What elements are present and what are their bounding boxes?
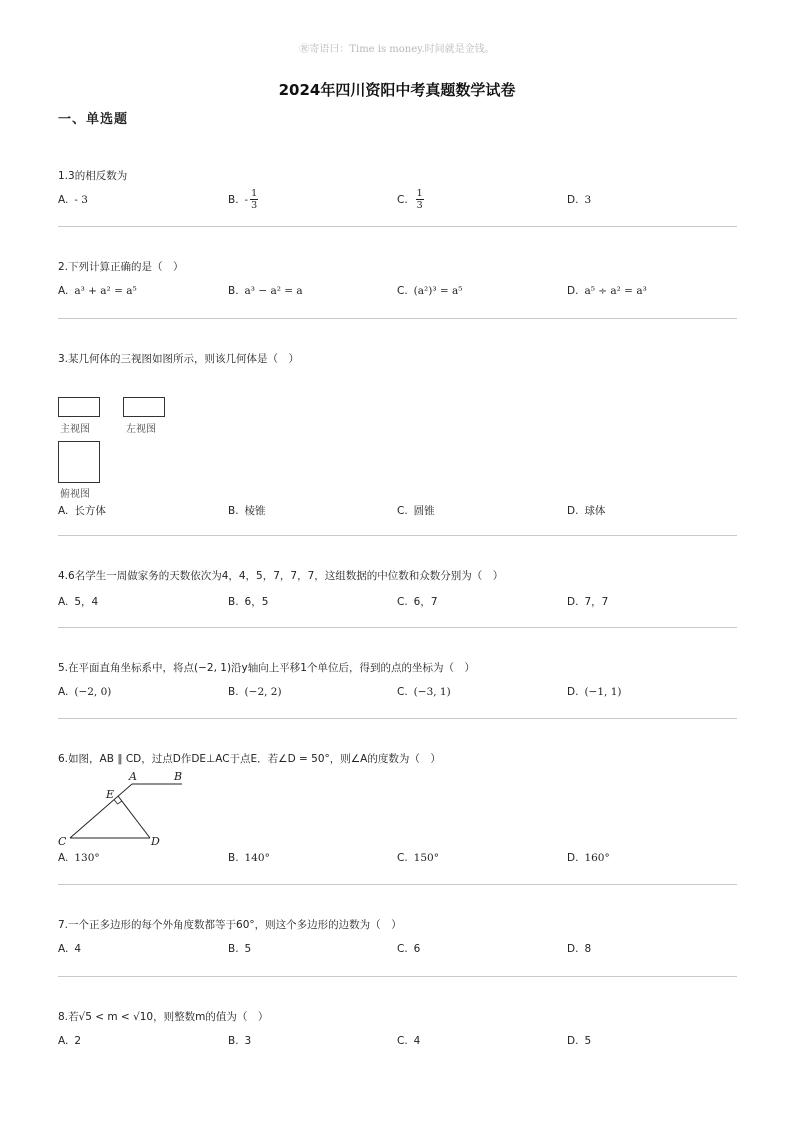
question-5	[58, 660, 738, 708]
section-heading: 一、单选题	[58, 112, 129, 127]
top-view-label: 俯视图	[60, 489, 90, 500]
option-b[interactable]: B. 140°	[228, 852, 270, 864]
option-row	[58, 503, 738, 525]
option-row	[58, 686, 738, 708]
point-label-a: A	[129, 770, 137, 783]
divider	[58, 318, 737, 319]
option-row	[58, 1035, 738, 1057]
question-1	[58, 168, 738, 216]
option-row	[58, 943, 738, 965]
question-8	[58, 1009, 738, 1057]
option-d[interactable]: D. a⁵ ÷ a² = a³	[567, 285, 647, 297]
option-d[interactable]: D. 8	[567, 943, 592, 955]
question-3-options	[58, 503, 738, 525]
front-view-label: 主视图	[60, 424, 90, 435]
question-stem: 1.3的相反数为	[58, 170, 128, 182]
option-c[interactable]: C. 150°	[397, 852, 439, 864]
question-stem: 4.6名学生一周做家务的天数依次为4，4，5，7，7，7，这组数据的中位数和众数分别为（ ）	[58, 570, 504, 582]
option-b[interactable]: B. a³ − a² = a	[228, 285, 303, 297]
geometry-figure	[52, 768, 192, 848]
divider	[58, 718, 737, 719]
option-b[interactable]: B. 6，5	[228, 595, 269, 608]
fraction: $\frac{1}{3}$	[251, 188, 258, 211]
option-b[interactable]: B. 5	[228, 943, 252, 955]
option-d[interactable]: D. 5	[567, 1035, 592, 1047]
question-6-options	[58, 852, 738, 874]
left-view-label: 左视图	[126, 424, 156, 435]
option-d[interactable]: D. 160°	[567, 852, 610, 864]
front-view-figure	[58, 397, 100, 417]
option-row	[58, 285, 738, 307]
option-a[interactable]: A. 2	[58, 1035, 82, 1047]
page-title: 2024年四川资阳中考真题数学试卷	[278, 81, 516, 99]
option-c[interactable]: C. (a²)³ = a⁵	[397, 285, 463, 297]
point-label-b: B	[174, 770, 183, 783]
question-stem: 3.某几何体的三视图如图所示，则该几何体是（ ）	[58, 353, 300, 365]
option-c[interactable]: C. 6，7	[397, 595, 438, 608]
fraction: $\frac{1}{3}$	[416, 188, 423, 211]
divider	[58, 226, 737, 227]
option-c[interactable]: C. $\frac{1}{3}$	[397, 188, 423, 211]
option-c[interactable]: C. (−3, 1)	[397, 686, 451, 698]
option-c[interactable]: C. 4	[397, 1035, 421, 1047]
watermark: ㊗寄语曰：Time is money.时间就是金钱。	[299, 44, 495, 55]
question-stem: 2.下列计算正确的是（ ）	[58, 261, 184, 273]
question-stem: 7.一个正多边形的每个外角度数都等于60°，则这个多边形的边数为（ ）	[58, 919, 402, 931]
question-2	[58, 259, 738, 307]
option-b[interactable]: B. 3	[228, 1035, 252, 1047]
option-d[interactable]: D. 7，7	[567, 595, 609, 608]
divider	[58, 884, 737, 885]
segment-ac	[70, 784, 132, 838]
option-c[interactable]: C. 圆锥	[397, 504, 435, 517]
question-7	[58, 917, 738, 965]
question-stem: 5.在平面直角坐标系中，将点(−2, 1)沿y轴向上平移1个单位后，得到的点的坐标为（ ）	[58, 662, 475, 674]
option-a[interactable]: A. (−2, 0)	[58, 686, 112, 698]
question-stem: 6.如图，AB ∥ CD，过点D作DE⊥AC于点E．若∠D = 50°，则∠A的度数为（ ）	[58, 753, 441, 765]
top-view-figure	[58, 441, 100, 483]
option-b[interactable]: B. 棱锥	[228, 504, 266, 517]
option-a[interactable]: A. 130°	[58, 852, 100, 864]
option-row	[58, 852, 738, 874]
option-a[interactable]: A. 5，4	[58, 595, 99, 608]
question-3	[58, 351, 738, 367]
question-stem: 8.若√5 < m < √10，则整数m的值为（ ）	[58, 1011, 269, 1023]
option-a[interactable]: A. 长方体	[58, 504, 106, 517]
question-6	[58, 751, 738, 767]
option-d[interactable]: D. 3	[567, 194, 592, 206]
divider	[58, 976, 737, 977]
option-b[interactable]: B. - $\frac{1}{3}$	[228, 188, 258, 211]
option-a[interactable]: A. a³ + a² = a⁵	[58, 285, 137, 297]
divider	[58, 627, 737, 628]
option-d[interactable]: D. (−1, 1)	[567, 686, 622, 698]
divider	[58, 535, 737, 536]
option-c[interactable]: C. 6	[397, 943, 421, 955]
question-4	[58, 568, 738, 616]
segment-de	[118, 796, 150, 838]
point-label-d: D	[151, 835, 160, 848]
option-a[interactable]: A. - 3	[58, 194, 88, 206]
option-b[interactable]: B. (−2, 2)	[228, 686, 282, 698]
point-label-e: E	[106, 788, 115, 801]
option-d[interactable]: D. 球体	[567, 504, 606, 517]
point-label-c: C	[58, 835, 67, 848]
left-view-figure	[123, 397, 165, 417]
option-row	[58, 188, 738, 216]
option-a[interactable]: A. 4	[58, 943, 82, 955]
option-row	[58, 594, 738, 616]
